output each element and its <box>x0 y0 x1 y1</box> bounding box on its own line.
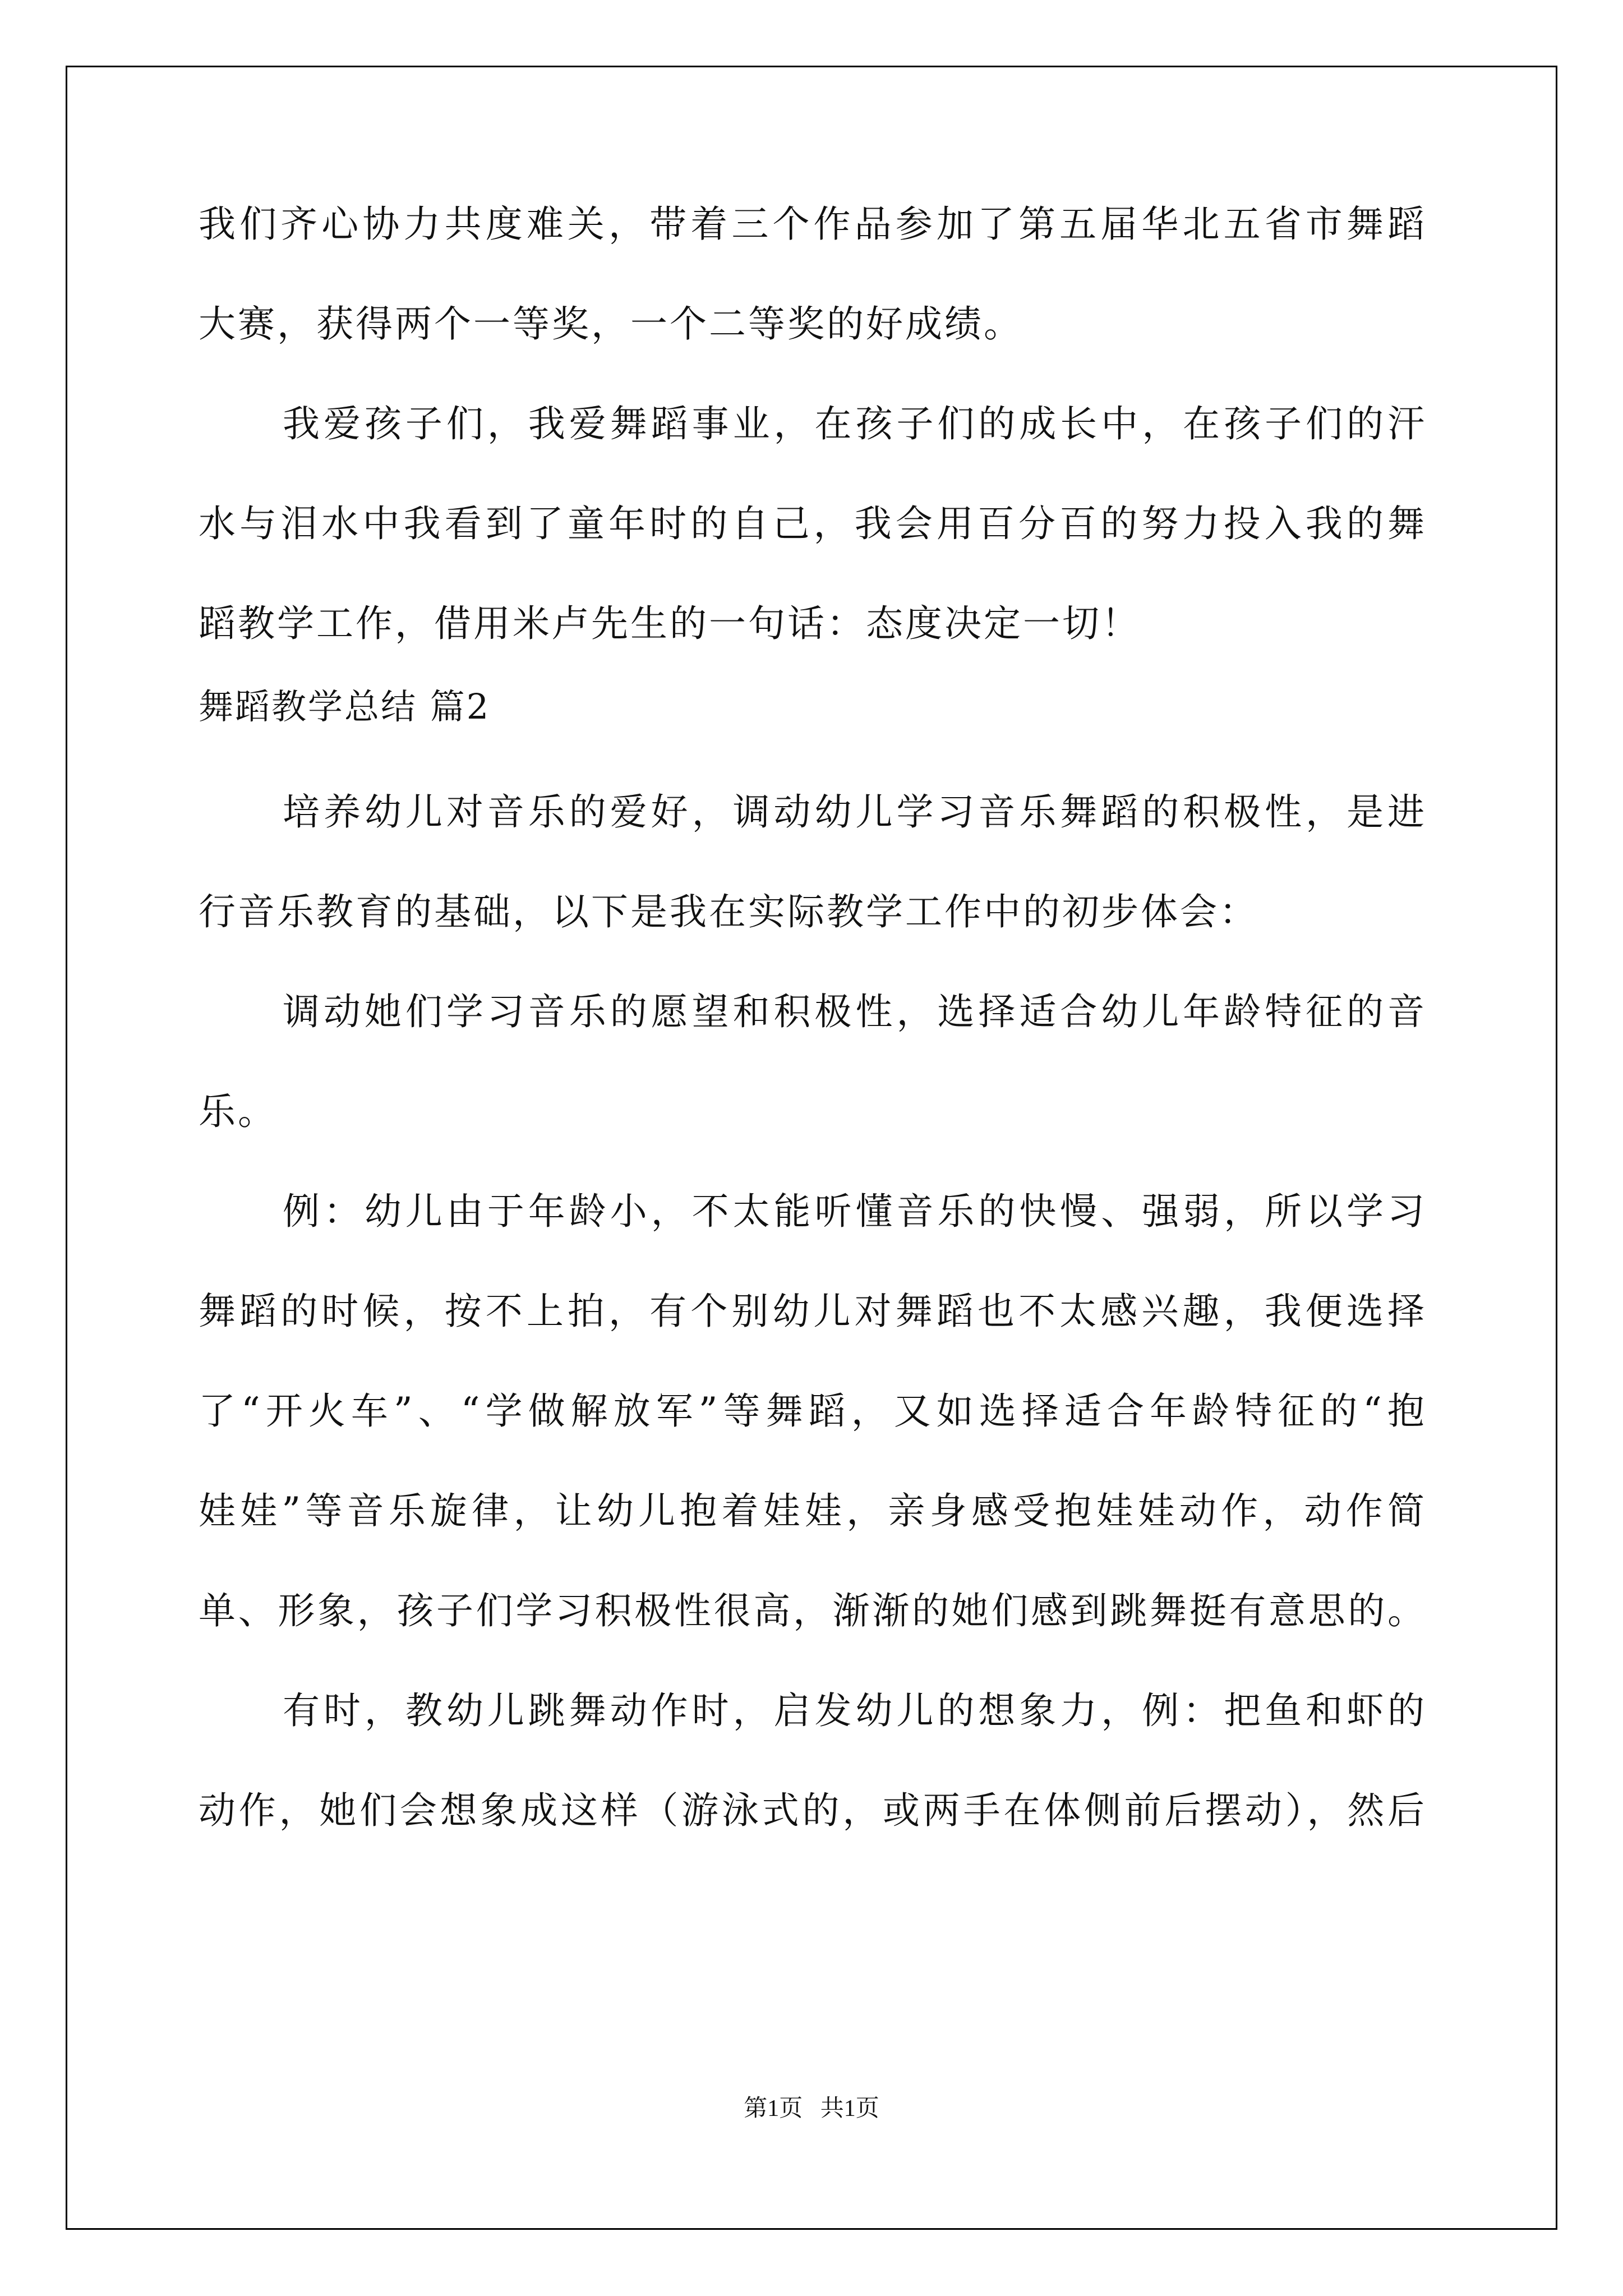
paragraph-line: 我们齐心协力共度难关，带着三个作品参加了第五届华北五省市舞蹈 <box>199 203 1427 246</box>
paragraph-line: 娃娃”等音乐旋律，让幼儿抱着娃娃，亲身感受抱娃娃动作，动作简 <box>199 1489 1427 1533</box>
paragraph-line: 舞蹈的时候，按不上拍，有个别幼儿对舞蹈也不太感兴趣，我便选择 <box>199 1290 1427 1333</box>
paragraph-line: 乐。 <box>199 1090 277 1133</box>
paragraph-line: 动作，她们会想象成这样（游泳式的，或两手在体侧前后摆动），然后 <box>199 1789 1427 1832</box>
paragraph-line: 水与泪水中我看到了童年时的自己，我会用百分百的努力投入我的舞 <box>199 502 1427 545</box>
page-footer: 第1页 共1页 <box>744 2096 879 2122</box>
section-heading: 舞蹈教学总结 篇2 <box>199 686 491 727</box>
paragraph-line: 我爱孩子们，我爱舞蹈事业，在孩子们的成长中，在孩子们的汗 <box>283 402 1427 445</box>
paragraph-line: 单、形象，孩子们学习积极性很高，渐渐的她们感到跳舞挺有意思的。 <box>199 1589 1427 1632</box>
paragraph-line: 有时，教幼儿跳舞动作时，启发幼儿的想象力，例：把鱼和虾的 <box>283 1689 1427 1732</box>
paragraph-line: 调动她们学习音乐的愿望和积极性，选择适合幼儿年龄特征的音 <box>283 990 1427 1033</box>
paragraph-line: 行音乐教育的基础，以下是我在实际教学工作中的初步体会： <box>199 890 1258 933</box>
paragraph-line: 例：幼儿由于年龄小，不太能听懂音乐的快慢、强弱，所以学习 <box>283 1190 1427 1233</box>
paragraph-line: 培养幼儿对音乐的爱好，调动幼儿学习音乐舞蹈的积极性，是进 <box>283 790 1427 834</box>
paragraph-line: 蹈教学工作，借用米卢先生的一句话：态度决定一切！ <box>199 602 1141 645</box>
paragraph-line: 了“开火车”、“学做解放军”等舞蹈，又如选择适合年龄特征的“抱 <box>199 1389 1427 1433</box>
paragraph-line: 大赛，获得两个一等奖，一个二等奖的好成绩。 <box>199 302 1023 346</box>
